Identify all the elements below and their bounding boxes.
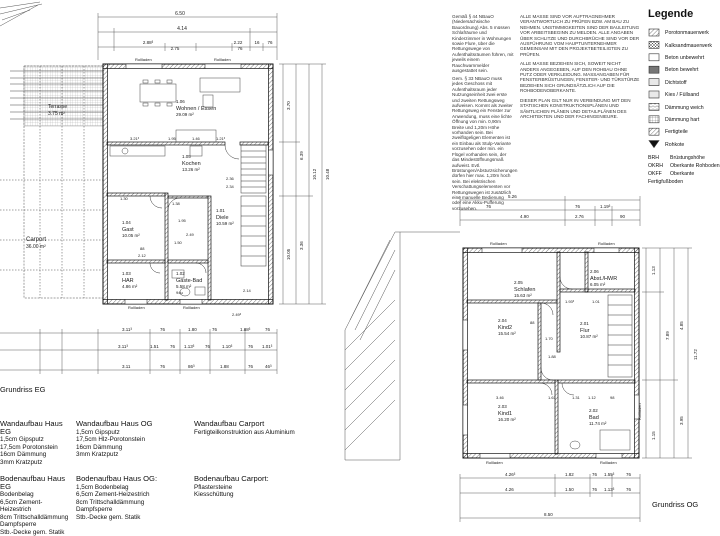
legend-item bbox=[648, 126, 720, 138]
eg-stair bbox=[241, 145, 266, 266]
eg-inner-dim: 2.49 bbox=[186, 232, 195, 237]
eg-room-name: Kochen bbox=[182, 161, 201, 167]
legend-label: Rohkote bbox=[665, 142, 684, 148]
og-bdim: 76 bbox=[626, 487, 632, 492]
legend-label: Fertigteile bbox=[665, 129, 688, 135]
eg-bdim: 46³ bbox=[265, 364, 272, 369]
og-room-num: 2.03 bbox=[498, 404, 507, 409]
og-room-name: Bad bbox=[589, 415, 599, 421]
og-tdim: 76 bbox=[486, 204, 492, 209]
dining-table bbox=[140, 78, 240, 107]
eg-inner-dim: 2.34 bbox=[226, 184, 235, 189]
eg-bdim: 76 bbox=[160, 327, 166, 332]
build-line: Dampfsperre bbox=[76, 506, 186, 514]
eg-dim-total: 6.50 bbox=[175, 11, 185, 17]
eg-rollladen-2: Rollladen bbox=[214, 57, 231, 62]
build-line: Pflastersteine bbox=[194, 484, 334, 492]
eg-dim-b: 2.22 bbox=[234, 40, 243, 45]
eg-rdim-4: 10.48 bbox=[325, 168, 330, 180]
build-title: Bodenaufbau Haus OG: bbox=[76, 475, 186, 483]
og-rollladen: Rollladen bbox=[598, 241, 615, 246]
eg-bdim: 3.11³ bbox=[122, 327, 132, 332]
og-inner-dim: 1.88 bbox=[548, 354, 557, 359]
og-tdim: 1.19³ bbox=[600, 204, 611, 209]
og-room-name: Flur bbox=[580, 328, 590, 334]
eg-inner-dim: 2.14 bbox=[243, 288, 252, 293]
eg-top-dim-chain bbox=[98, 13, 277, 60]
og-bottom-dims bbox=[505, 472, 632, 517]
eg-inner-dim: 1.38 bbox=[172, 201, 181, 206]
eg-bdim: 1.01³ bbox=[262, 344, 273, 349]
build-line: Fertigteilkonstruktion aus Aluminium bbox=[194, 429, 334, 437]
legend-label: Dämmung weich bbox=[665, 105, 704, 111]
eg-rollladen-3: Rollladen bbox=[128, 305, 145, 310]
og-rollladen: Rollladen bbox=[486, 460, 503, 465]
eg-room-name: Gast bbox=[122, 227, 134, 233]
build-title: Bodenaufbau Carport: bbox=[194, 475, 334, 483]
legend-label: Beton unbewehrt bbox=[665, 55, 704, 61]
og-tdim: 4.90 bbox=[520, 214, 529, 219]
og-bdim: 8.50 bbox=[544, 512, 553, 517]
eg-room-area: 13.26 m² bbox=[182, 167, 200, 172]
abbr-row bbox=[648, 162, 720, 170]
og-room-area: 10.87 m² bbox=[580, 334, 598, 339]
eg-room-num: 1.02 bbox=[176, 271, 185, 276]
eg-windows bbox=[125, 64, 273, 304]
eg-inner-dim: 2.12 bbox=[138, 253, 147, 258]
og-right-dim-chain bbox=[642, 248, 692, 458]
build-line: 3mm Kratzputz bbox=[76, 451, 186, 459]
og-rollladen: Rollladen bbox=[490, 241, 507, 246]
build-line: 6,5cm Zement-Heizestrich bbox=[76, 491, 186, 499]
sketch-lines bbox=[0, 2, 42, 26]
og-bdim: 4.26 bbox=[505, 487, 514, 492]
eg-room-area: 10.59 m² bbox=[216, 221, 234, 226]
build-line: 16cm Dämmung bbox=[76, 444, 186, 452]
eg-rdim-2: 6.39 bbox=[299, 151, 304, 160]
og-rdim: 11.72 bbox=[693, 349, 698, 360]
og-tdim: 5.26 bbox=[508, 194, 517, 199]
build-line: Kiesschüttung bbox=[194, 491, 334, 499]
og-room-num: 2.02 bbox=[589, 408, 598, 413]
og-bdim: 76 bbox=[626, 472, 632, 477]
notes-column-2 bbox=[520, 14, 640, 123]
eg-inner-dim: 1.95 bbox=[168, 136, 177, 141]
note-rauchmelder: Gemäß § 44 NBauO (Niedersächsische Bauordnung) Abs. 5 müssen Schlafräume und Kinderzimmer in Wohnungen sowie Flure, über die Rettungswege von Aufenthaltsräumen führen, mit jeweils einem Rauchwarnmelder ausgestattet sein. bbox=[452, 14, 514, 73]
og-inner-dim: 98 bbox=[610, 395, 615, 400]
eg-inner-dim: 2.49³ bbox=[232, 312, 242, 317]
notes-column-1 bbox=[452, 14, 514, 77]
og-bdim: 1.50 bbox=[565, 487, 574, 492]
og-inner-dim: 1.31 bbox=[572, 395, 581, 400]
eg-bdim: 76 bbox=[205, 344, 211, 349]
legend-item bbox=[648, 139, 720, 151]
eg-room-num: 1.01 bbox=[216, 208, 225, 213]
eg-dim-c: 2.75 bbox=[171, 46, 180, 51]
eg-bdim: 1.88³ bbox=[240, 327, 251, 332]
eg-room-name: Gäste-Bad bbox=[176, 278, 202, 284]
eg-rollladen-4: Rollladen bbox=[183, 305, 200, 310]
legend-item bbox=[648, 101, 720, 113]
eg-dim-a: 2.88³ bbox=[143, 40, 154, 45]
legend-item bbox=[648, 64, 720, 76]
og-room-name: Kind1 bbox=[498, 411, 512, 417]
eg-bdim: 1.80 bbox=[188, 327, 197, 332]
eg-bdim: 1.51 bbox=[150, 344, 159, 349]
eg-rdim-5: 10.05 bbox=[286, 248, 291, 260]
legend-item bbox=[648, 77, 720, 89]
og-room-area: 11.74 m² bbox=[589, 421, 607, 426]
legend-label: Beton bewehrt bbox=[665, 67, 698, 73]
og-bdim: 1.55³ bbox=[604, 472, 615, 477]
abbr-key: OKRH bbox=[648, 162, 670, 170]
eg-inner-dim: 1.95 bbox=[178, 218, 187, 223]
build-line: Dampfsperre bbox=[0, 521, 70, 529]
build-line: 6,5cm Zement-Heizestrich bbox=[0, 499, 70, 514]
og-tdim: 76 bbox=[575, 204, 581, 209]
og-room-bad bbox=[589, 408, 607, 426]
note-rettungsweg: Gem. § 33 NBauO muss jedes Geschoss mit Aufenthaltsraum jeder Nutzungseinheit zwei erste und zweiten Rettungsweg aufweisen. Kommt als zweiter Rettungsweg ein Fenster zur Anwendung, muss eine lichte Öffnung von min. 0,90m Breite und 1,20m Höhe vorhanden sein. Bei zweiflügeligen Elementen ist ein Einbau als Stulp-Variante vorzusehen oder min. ein Flügel vorhanden sein, der das Mindestöffnungsmaß aufweist. Evtl. Brüstungen/Absturzsicherungen dürfen hier max. 1,20m hoch sein. Bei elektrischen Verschattungselementen vor Rettungswegen ist zusätzlich eine manuelle Bedienung oder eine Akku-Pufferung vorzusehen. bbox=[452, 76, 514, 211]
legend-label: Dämmung hart bbox=[665, 117, 699, 123]
abbreviations bbox=[648, 154, 720, 186]
eg-dim-f: 76 bbox=[267, 40, 273, 45]
og-inner-dim: 1.70 bbox=[545, 336, 554, 341]
abbr-value: Oberkante Rohboden bbox=[670, 163, 720, 169]
og-bdim: 1.13³ bbox=[604, 487, 615, 492]
og-room-name: Schlafen bbox=[514, 287, 535, 293]
carport-structure bbox=[0, 66, 103, 298]
eg-inner-dim: 88 bbox=[140, 246, 145, 251]
og-room-area: 15.54 m² bbox=[498, 331, 516, 336]
og-room-num: 2.06 bbox=[590, 269, 599, 274]
eg-room-har bbox=[122, 271, 138, 289]
carport-area: 36.00 m² bbox=[26, 244, 46, 250]
og-bdim: 1.82 bbox=[565, 472, 574, 477]
build-line: Stb.-Decke gem. Statik bbox=[76, 514, 186, 522]
og-rdim: 1.15 bbox=[651, 431, 656, 440]
eg-room-kochen bbox=[182, 154, 201, 172]
eg-room-num: 1.04 bbox=[122, 220, 131, 225]
og-rdim: 3.95 bbox=[679, 416, 684, 425]
eg-room-num: 1.05 bbox=[182, 154, 191, 159]
notes-column-1b bbox=[452, 76, 514, 215]
eg-room-gaestebad bbox=[176, 271, 202, 289]
eg-inner-dim: 3.21³ bbox=[130, 136, 140, 141]
eg-room-area: 4.86 m² bbox=[122, 284, 138, 289]
legend-label: Kies / Füllsand bbox=[665, 92, 699, 98]
og-room-num: 2.05 bbox=[514, 280, 523, 285]
og-inner-dim: 1.01 bbox=[592, 299, 601, 304]
build-line: 1,5cm Gipsputz bbox=[0, 436, 70, 444]
og-bath-fixtures bbox=[570, 430, 630, 450]
eg-room-num: 1.03 bbox=[122, 271, 131, 276]
eg-plan bbox=[0, 2, 330, 374]
carport-left-dims bbox=[0, 329, 98, 374]
legend-label: Dichtstoff bbox=[665, 80, 687, 86]
eg-room-diele bbox=[216, 208, 234, 226]
legend-item bbox=[648, 89, 720, 101]
eg-bdim: 3.11 bbox=[122, 364, 131, 369]
eg-inner-dim: 1.30 bbox=[120, 196, 129, 201]
eg-inner-dim: 1.46 bbox=[192, 136, 201, 141]
eg-bdim: 76 bbox=[248, 364, 254, 369]
terrace-name: Terrasse bbox=[48, 104, 67, 110]
og-room-name: Abst./HWR bbox=[590, 276, 617, 282]
carport-name: Carport bbox=[26, 237, 46, 243]
eg-bdim: 76 bbox=[170, 344, 176, 349]
og-room-area: 6.05 m² bbox=[590, 282, 606, 287]
og-tdim: 90 bbox=[620, 214, 626, 219]
eg-inner-dim: 94µ bbox=[176, 290, 183, 295]
og-room-abst bbox=[590, 269, 617, 287]
eg-room-area: 10.05 m² bbox=[122, 233, 140, 238]
eg-rdim-3: 10.12 bbox=[312, 168, 317, 180]
build-wand-carport bbox=[194, 420, 334, 436]
abbr-key: BRH bbox=[648, 154, 670, 162]
build-line: 1,5cm Gipsputz bbox=[76, 429, 186, 437]
eg-bdim: 76 bbox=[212, 327, 218, 332]
legend-label: Kalksandmauerwerk bbox=[665, 43, 712, 49]
eg-rollladen-1: Rollladen bbox=[135, 57, 152, 62]
og-inner-dim: 88 bbox=[530, 320, 535, 325]
build-wand-eg bbox=[0, 420, 70, 466]
og-rollladen: Rollladen bbox=[600, 460, 617, 465]
legend-list bbox=[648, 27, 720, 151]
build-boden-carport bbox=[194, 475, 334, 499]
eg-bdim: 76 bbox=[265, 327, 271, 332]
note-plan-gilt: DIESER PLAN GILT NUR IN VERBINDUNG MIT DEN STATISCHEN KONSTRUKTIONSPLÄNEN UND SÄMTLICHEN PLÄNEN UND DETAILPLÄNEN DES ARCHITEKTEN UND DER FACHINGENIEURE. bbox=[520, 98, 640, 120]
legend-label: Porotonmauerwerk bbox=[665, 30, 709, 36]
og-inner-dim: 3.46 bbox=[496, 395, 505, 400]
eg-room-name: HAR bbox=[122, 278, 134, 284]
build-wand-og bbox=[76, 420, 186, 459]
build-line: 8cm Trittschalldämmung bbox=[76, 499, 186, 507]
eg-bdim: 1.10³ bbox=[222, 344, 233, 349]
terrace-area: 3.75 m² bbox=[48, 111, 65, 117]
eg-room-wohnen bbox=[176, 99, 216, 117]
build-title: Wandaufbau Haus EG bbox=[0, 420, 70, 435]
build-line: Stb.-Decke gem. Statik bbox=[0, 529, 70, 536]
eg-walls bbox=[103, 64, 273, 304]
eg-room-gast bbox=[122, 220, 140, 238]
note-masse-pruefen: ALLE MASSE SIND VOR AUFTRAGNEHMER VERANTWORTLICH ZU PRÜFEN BZW. AM BAU ZU NEHMEN. UNSTIMMIGKEITEN SIND DER BAULEITUNG VOR ARBEITSBEGINN ZU MELDEN. ALLE ANGABEN ÜBER SCHLITZE UND DURCHBRÜCHE SIND VOR DER AUSFÜHRUNG VOM HAUPTUNTERNEHMER GEMEINSAM MIT DEN PROJEKTBETEILIGTEN ZU PRÜFEN. bbox=[520, 14, 640, 57]
legend-item bbox=[648, 114, 720, 126]
build-line: Bodenbelag bbox=[0, 491, 70, 499]
og-room-kind2 bbox=[498, 318, 516, 336]
abbr-value: Brüstungshöhe bbox=[670, 155, 705, 161]
og-room-name: Kind2 bbox=[498, 325, 512, 331]
og-rollladen: Rollladen bbox=[637, 403, 642, 420]
og-rdim: 7.89 bbox=[665, 331, 670, 340]
og-room-schlafen bbox=[514, 280, 535, 298]
eg-bottom-dims bbox=[118, 327, 273, 369]
og-roof-overhang bbox=[345, 232, 460, 460]
build-title: Wandaufbau Carport bbox=[194, 420, 334, 428]
og-inner-dim: 1.61 bbox=[548, 395, 557, 400]
abbr-row bbox=[648, 154, 720, 162]
legend-item bbox=[648, 27, 720, 39]
og-inner-dim: 1.93³ bbox=[565, 299, 575, 304]
build-line: 17,5cm Porotonstein bbox=[0, 444, 70, 452]
eg-dim-house: 4.14 bbox=[177, 26, 187, 32]
legend-item bbox=[648, 39, 720, 51]
legend-item bbox=[648, 52, 720, 64]
eg-rdim-1: 3.70 bbox=[286, 101, 291, 110]
build-line: 3mm Kratzputz bbox=[0, 459, 70, 467]
eg-room-area: 5.58 m² bbox=[176, 284, 192, 289]
eg-bdim: 1.13³ bbox=[184, 344, 195, 349]
build-line: 17,5cm Hlz-Porotonstein bbox=[76, 436, 186, 444]
og-room-num: 2.04 bbox=[498, 318, 507, 323]
eg-room-num: 1.06 bbox=[176, 99, 185, 104]
build-boden-og bbox=[76, 475, 186, 521]
title-grundriss-eg: Grundriss EG bbox=[0, 385, 45, 394]
og-plan bbox=[345, 194, 698, 522]
eg-room-name: Wohnen / Essen bbox=[176, 106, 216, 112]
og-stair bbox=[608, 295, 632, 377]
build-title: Bodenaufbau Haus EG bbox=[0, 475, 70, 490]
og-bdim: 4.26³ bbox=[505, 472, 516, 477]
eg-inner-dim: 1.50 bbox=[174, 240, 183, 245]
og-inner-dim: 1.12 bbox=[588, 395, 597, 400]
og-room-num: 2.01 bbox=[580, 321, 589, 326]
eg-dim-e: 16 bbox=[254, 40, 260, 45]
abbr-row bbox=[648, 170, 720, 186]
eg-right-dim-chain bbox=[279, 64, 326, 304]
eg-room-area: 29.09 m² bbox=[176, 112, 194, 117]
legend-title: Legende bbox=[648, 8, 693, 20]
og-tdim: 2.76 bbox=[575, 214, 584, 219]
eg-bdim: 3.11³ bbox=[118, 344, 128, 349]
build-line: 16cm Dämmung bbox=[0, 451, 70, 459]
og-room-area: 16.20 m² bbox=[498, 417, 516, 422]
build-boden-eg bbox=[0, 475, 70, 536]
og-room-kind1 bbox=[498, 404, 516, 422]
eg-rdim-6: 3.36 bbox=[299, 241, 304, 250]
build-line: 8cm Trittschalldämmung bbox=[0, 514, 70, 522]
eg-bdim: 1.88 bbox=[220, 364, 229, 369]
og-room-flur bbox=[580, 321, 598, 339]
abbr-key: OKFF bbox=[648, 170, 670, 178]
eg-bdim: 76 bbox=[248, 344, 254, 349]
eg-dim-d: 76 bbox=[237, 46, 243, 51]
og-rdim: 4.85 bbox=[679, 321, 684, 330]
og-rdim: 1.13 bbox=[651, 266, 656, 275]
note-masse-rohbau: ALLE MASSE BEZIEHEN SICH, SOWEIT NICHT ANDERS ANGEGEBEN, AUF DEN ROHBAU OHNE PUTZ ODER VERKLEIDUNG. MASSANGABEN FÜR FENSTERBRÜSTUNGEN, FENSTER- UND TÜRSTÜRZE BEZIEHEN SICH GRUNDSÄTZLICH AUF DIE ROHBODENOBERKANTE. bbox=[520, 61, 640, 93]
og-room-area: 15.63 m² bbox=[514, 293, 532, 298]
og-bdim: 76 bbox=[592, 487, 598, 492]
eg-inner-dim: 2.36 bbox=[226, 176, 235, 181]
build-title: Wandaufbau Haus OG bbox=[76, 420, 186, 428]
eg-room-name: Diele bbox=[216, 215, 229, 221]
title-grundriss-og: Grundriss OG bbox=[652, 500, 698, 509]
build-line: 1,5cm Bodenbelag bbox=[76, 484, 186, 492]
eg-bdim: 86³ bbox=[188, 364, 195, 369]
abbr-value: Oberkante Fertigfußboden bbox=[648, 171, 694, 185]
og-bdim: 76 bbox=[592, 472, 598, 477]
eg-inner-dim: 1.21³ bbox=[216, 136, 226, 141]
eg-bdim: 76 bbox=[160, 364, 166, 369]
